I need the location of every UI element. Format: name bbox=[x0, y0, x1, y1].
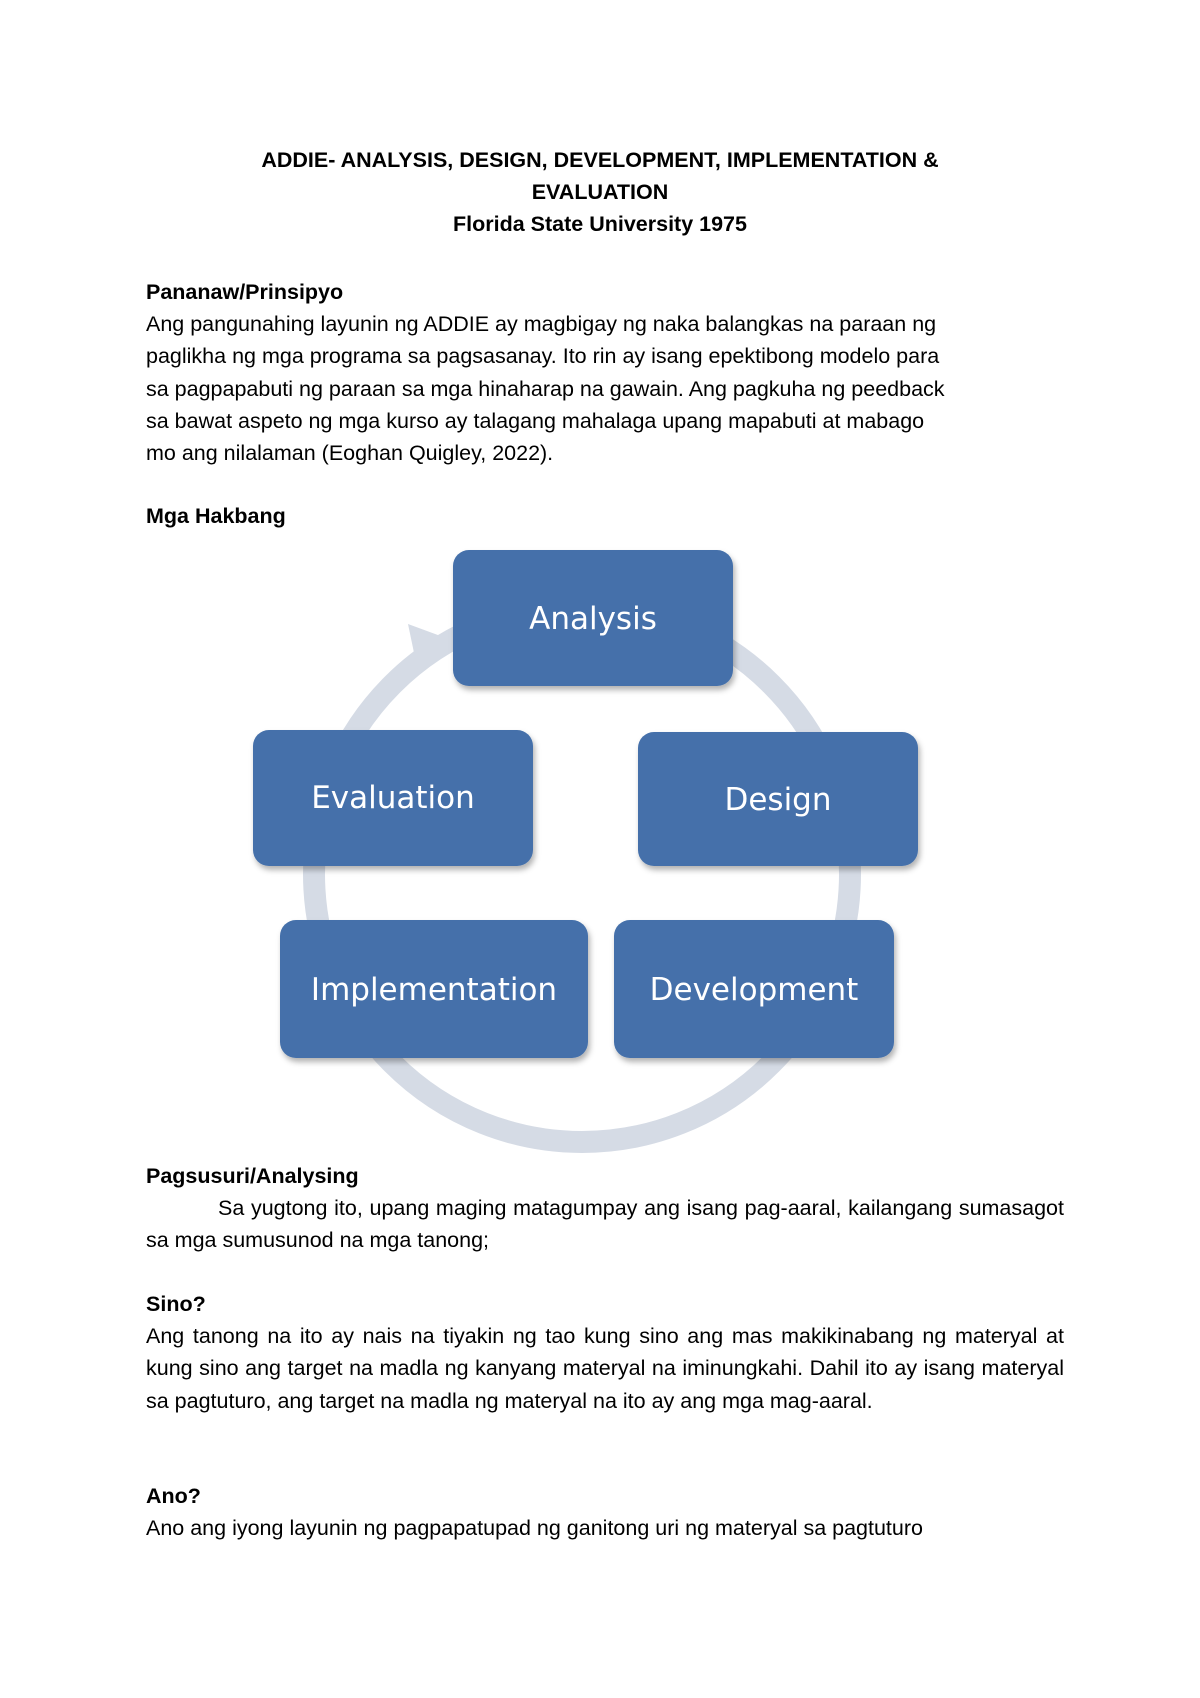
analysing-heading: Pagsusuri/Analysing bbox=[146, 1164, 359, 1188]
ano-section bbox=[146, 1480, 1064, 1544]
principle-line: mo ang nilalaman (Eoghan Quigley, 2022). bbox=[146, 441, 554, 466]
document-title-line-1: ADDIE- ANALYSIS, DESIGN, DEVELOPMENT, IMPLEMENTATION & bbox=[261, 148, 939, 172]
steps-heading: Mga Hakbang bbox=[146, 504, 286, 528]
principle-line: sa pagpapabuti ng paraan sa mga hinaharap na gawain. Ang pagkuha ng peedback bbox=[146, 376, 945, 401]
step-label-analysis: Analysis bbox=[529, 601, 657, 637]
principle-section bbox=[146, 276, 1064, 469]
cycle-ring bbox=[314, 606, 850, 1142]
principle-paragraph bbox=[146, 308, 1064, 469]
principle-line: sa bawat aspeto ng mga kurso ay talagang mahalaga upang mapabuti at mabago bbox=[146, 408, 925, 433]
document-title-line-2: EVALUATION bbox=[531, 180, 669, 204]
analysing-text: Sa yugtong ito, upang maging matagumpay ang isang pag-aaral, kailangang sumasagot sa mga sumusunod na mga tanong; bbox=[146, 1196, 1064, 1253]
sino-paragraph: Ang tanong na ito ay nais na tiyakin ng tao kung sino ang mas makikinabang ng materyal at kung sino ang target na madla ng kanyang materyal na iminungkahi. Dahil ito ay isang materyal sa pagtuturo, ang target na madla ng materyal na ito ay ang mga mag-aaral. bbox=[146, 1324, 1064, 1413]
principle-line: Ang pangunahing layunin ng ADDIE ay magbigay ng naka balangkas na paraan ng bbox=[146, 312, 937, 337]
step-label-design: Design bbox=[724, 782, 832, 818]
principle-heading: Pananaw/Prinsipyo bbox=[146, 280, 344, 304]
analysing-paragraph bbox=[146, 1192, 1064, 1256]
sino-heading: Sino? bbox=[146, 1292, 206, 1316]
step-label-development: Development bbox=[649, 972, 859, 1008]
principle-line: paglikha ng mga programa sa pagsasanay. Ito rin ay isang epektibong modelo para bbox=[146, 344, 940, 369]
addie-cycle-diagram bbox=[230, 544, 930, 1154]
step-label-evaluation: Evaluation bbox=[311, 780, 475, 816]
sino-section bbox=[146, 1288, 1064, 1417]
ano-paragraph: Ano ang iyong layunin ng pagpapatupad ng ganitong uri ng materyal sa pagtuturo bbox=[146, 1516, 923, 1541]
document-subtitle: Florida State University 1975 bbox=[453, 212, 747, 236]
steps-section bbox=[146, 500, 1064, 532]
step-label-implementation: Implementation bbox=[310, 972, 558, 1008]
document-title-block bbox=[146, 144, 1054, 240]
analysing-section bbox=[146, 1160, 1064, 1257]
ano-heading: Ano? bbox=[146, 1484, 201, 1508]
